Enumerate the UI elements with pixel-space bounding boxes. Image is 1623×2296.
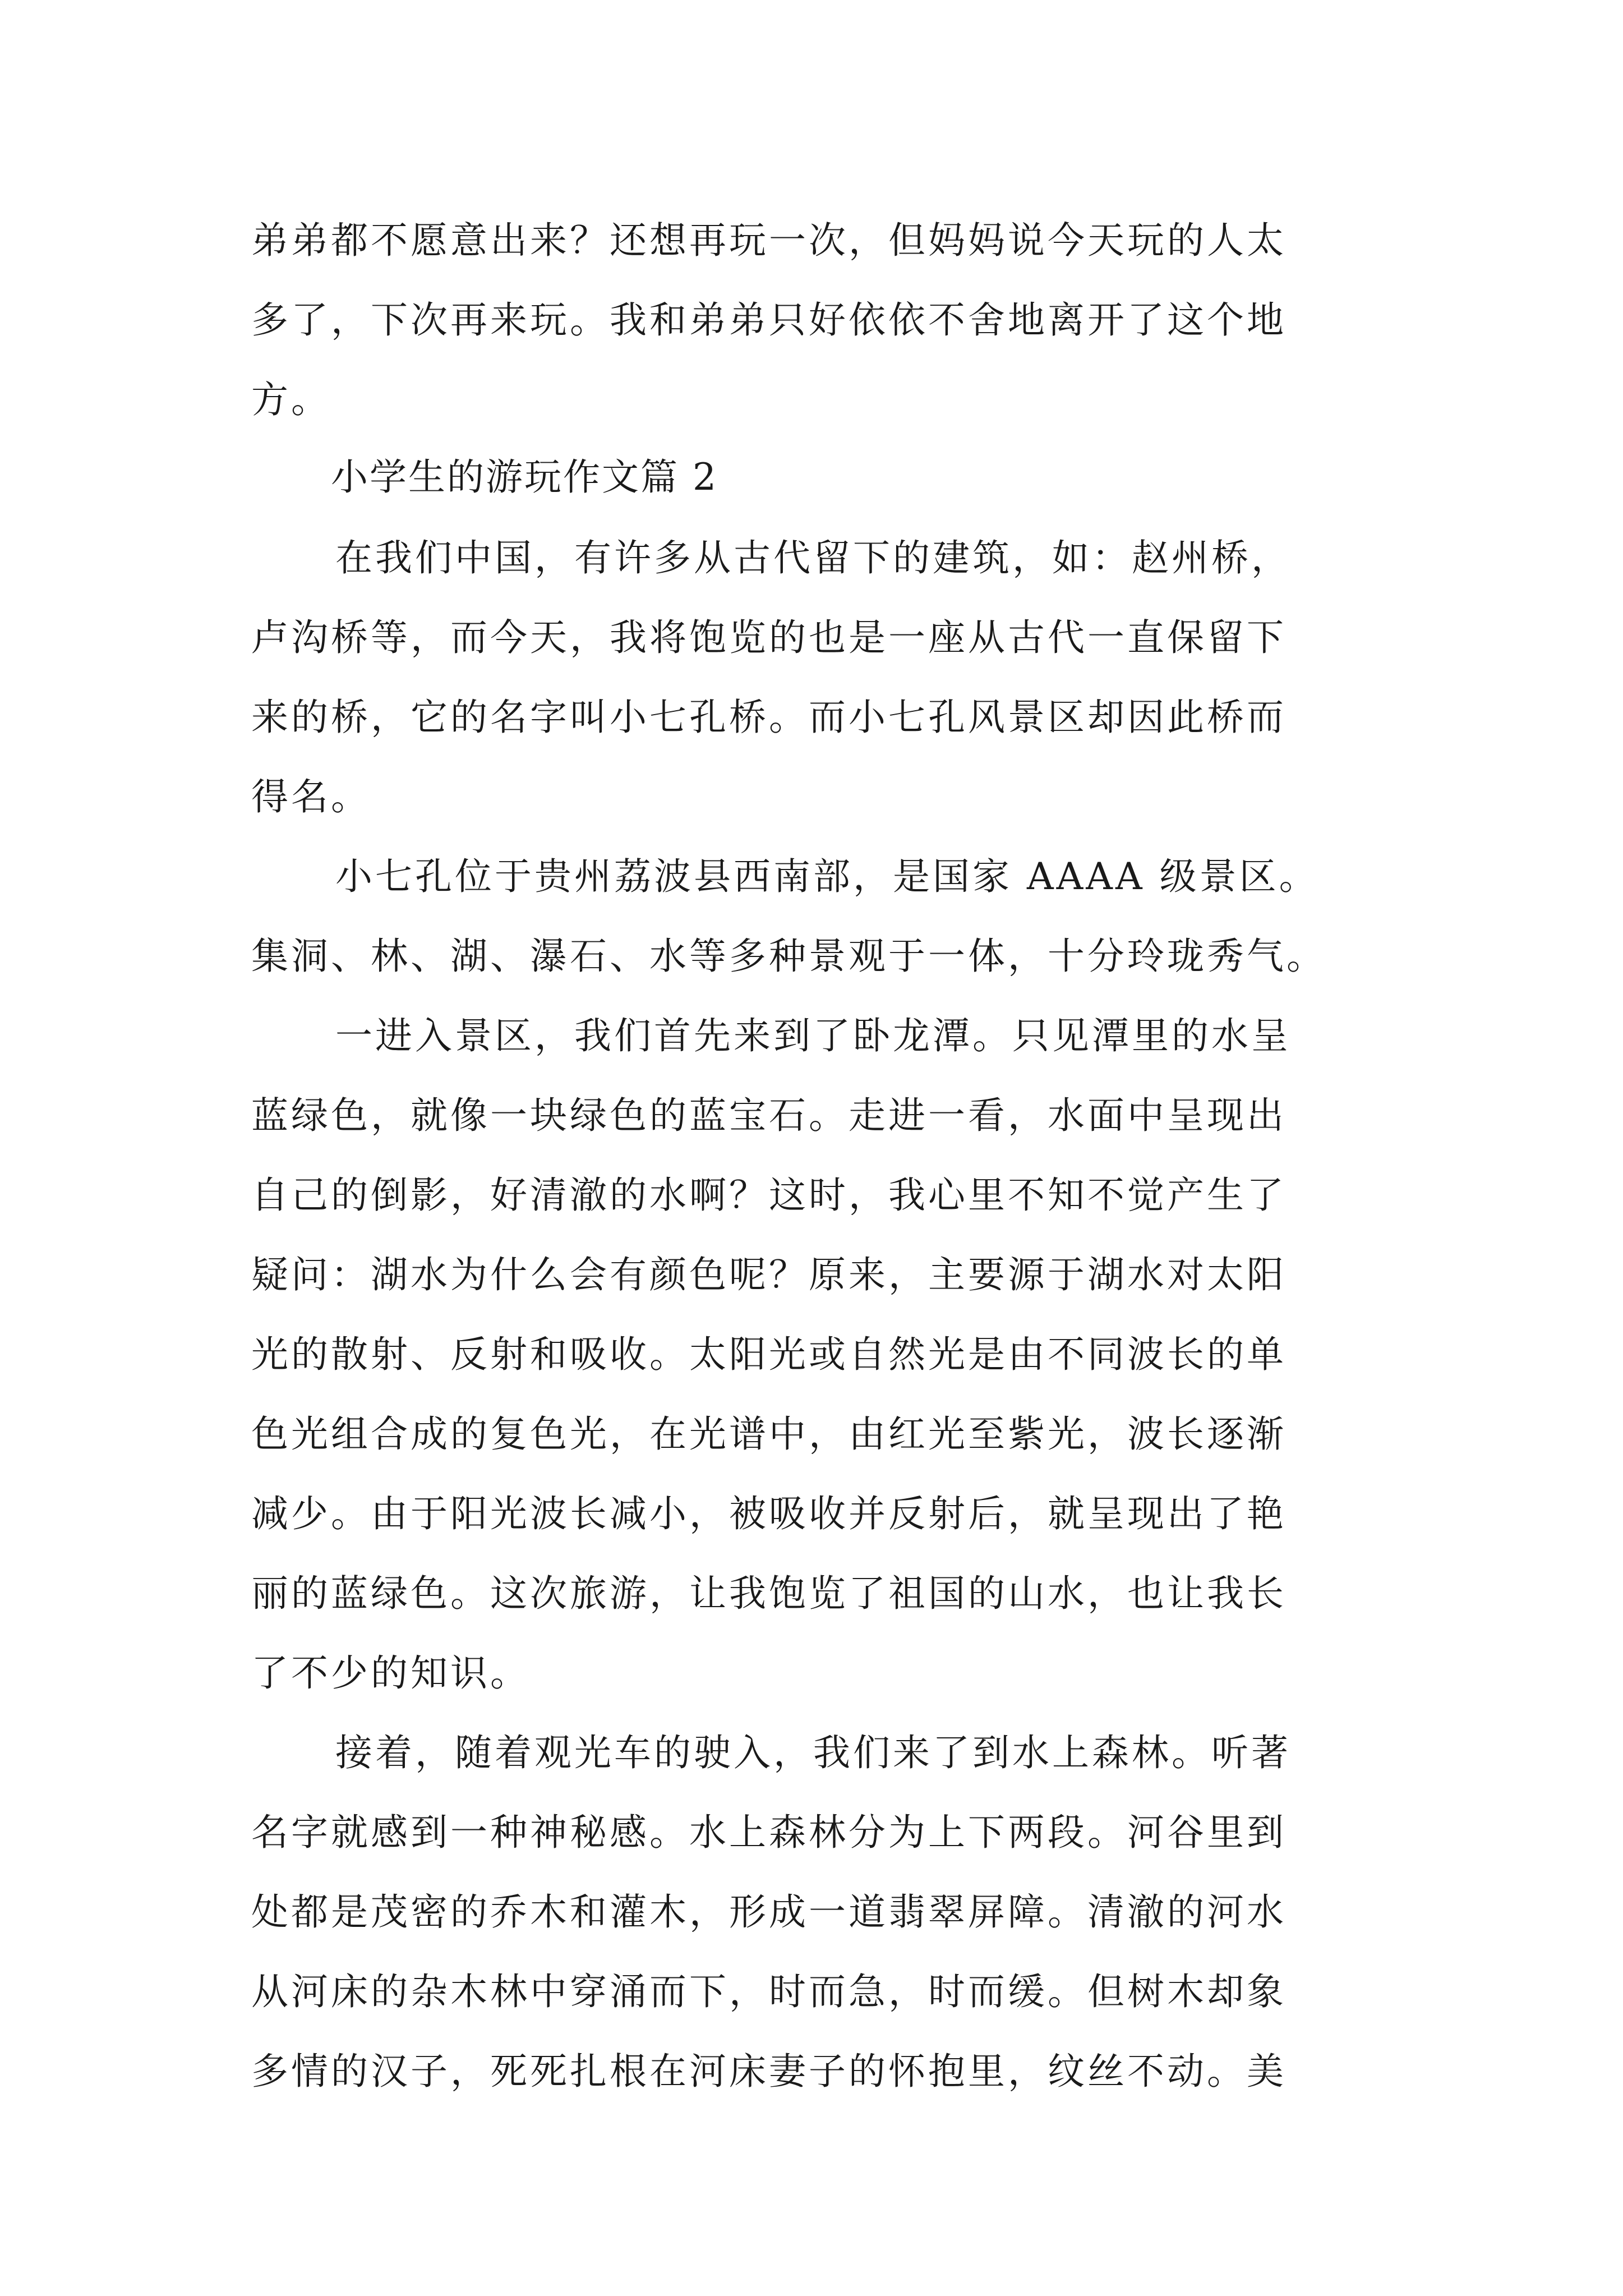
text-line: 卢沟桥等，而今天，我将饱览的也是一座从古代一直保留下 bbox=[251, 616, 1287, 659]
text-line: 接着，随着观光车的驶入，我们来了到水上森林。听著 bbox=[335, 1731, 1291, 1774]
text-line: 在我们中国，有许多从古代留下的建筑，如：赵州桥， bbox=[335, 536, 1291, 579]
text-line: 处都是茂密的乔木和灌木，形成一道翡翠屏障。清澈的河水 bbox=[251, 1890, 1287, 1934]
text-line: 来的桥，它的名字叫小七孔桥。而小七孔风景区却因此桥而 bbox=[251, 696, 1287, 739]
text-line: 蓝绿色，就像一块绿色的蓝宝石。走进一看，水面中呈现出 bbox=[251, 1094, 1287, 1137]
text-line: 丽的蓝绿色。这次旅游，让我饱览了祖国的山水，也让我长 bbox=[251, 1572, 1287, 1615]
text-line: 集洞、林、湖、瀑石、水等多种景观于一体，十分玲珑秀气。 bbox=[251, 935, 1326, 978]
text-line: 光的散射、反射和吸收。太阳光或自然光是由不同波长的单 bbox=[251, 1333, 1287, 1376]
text-line: 名字就感到一种神秘感。水上森林分为上下两段。河谷里到 bbox=[251, 1811, 1287, 1854]
text-line: 多了，下次再来玩。我和弟弟只好依依不舍地离开了这个地 bbox=[251, 298, 1287, 342]
text-line: 多情的汉子，死死扎根在河床妻子的怀抱里，纹丝不动。美 bbox=[251, 2050, 1287, 2093]
text-line: 自己的倒影，好清澈的水啊？这时，我心里不知不觉产生了 bbox=[251, 1174, 1287, 1217]
text-line: 减少。由于阳光波长减小，被吸收并反射后，就呈现出了艳 bbox=[251, 1492, 1287, 1535]
section-title: 小学生的游玩作文篇 2 bbox=[331, 455, 718, 499]
text-line: 小七孔位于贵州荔波县西南部，是国家 AAAA 级景区。 bbox=[335, 855, 1319, 898]
text-line: 疑问：湖水为什么会有颜色呢？原来，主要源于湖水对太阳 bbox=[251, 1253, 1287, 1296]
text-line: 弟弟都不愿意出来？还想再玩一次，但妈妈说今天玩的人太 bbox=[251, 219, 1287, 262]
text-line: 从河床的杂木林中穿涌而下，时而急，时而缓。但树木却象 bbox=[251, 1970, 1287, 2013]
text-line: 色光组合成的复色光，在光谱中，由红光至紫光，波长逐渐 bbox=[251, 1412, 1287, 1456]
text-line: 一进入景区，我们首先来到了卧龙潭。只见潭里的水呈 bbox=[335, 1014, 1291, 1057]
text-line: 得名。 bbox=[251, 775, 371, 818]
text-line: 了不少的知识。 bbox=[251, 1651, 530, 1695]
text-line: 方。 bbox=[251, 378, 331, 421]
